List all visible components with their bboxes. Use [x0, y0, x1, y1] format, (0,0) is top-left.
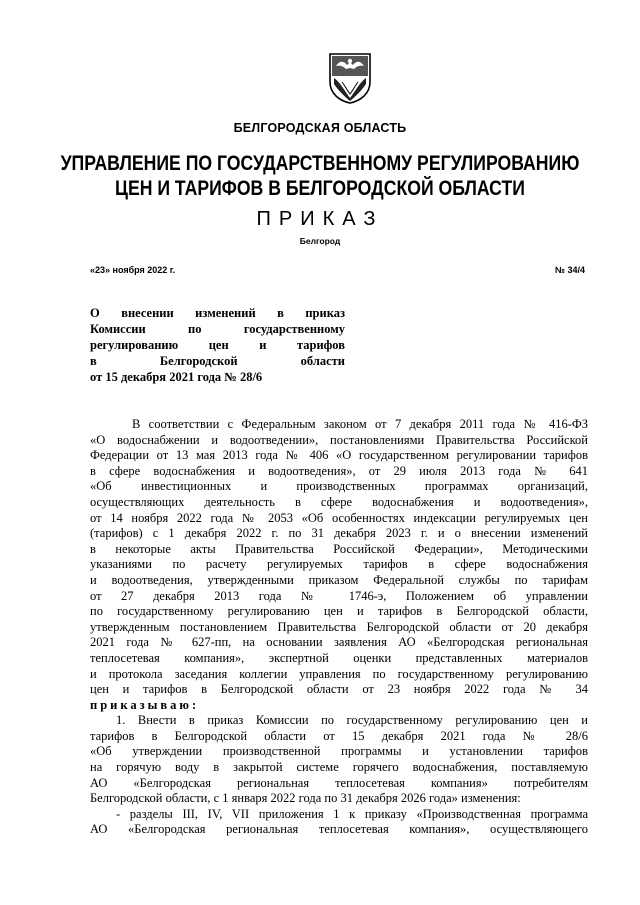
body-line: от 27 декабря 2013 года № 1746-э, Положением об управлении — [90, 588, 588, 603]
body-line: В соответствии с Федеральным законом от 7 декабря 2011 года № 416-ФЗ — [132, 417, 588, 431]
body-line: 1. Внести в приказ Комиссии по государственному регулированию цен и — [116, 713, 588, 728]
city-label: Белгород — [299, 236, 341, 246]
body-line: указаниями по расчету регулируемых тарифов в сфере водоснабжения — [90, 557, 588, 572]
body-line: - разделы III, IV, VII приложения 1 к приказу «Производственная программа — [116, 806, 588, 821]
order-body — [90, 417, 588, 838]
body-line: на горячую воду в закрытой системе горячего водоснабжения, поставляемую — [90, 760, 588, 775]
body-line: 2021 года № 627-пп, на основании заявления АО «Белгородская региональная — [90, 635, 588, 650]
body-line: и водоотведения, утвержденными приказом Федеральной службы по тарифам — [90, 572, 588, 587]
subject-line: О внесении изменений в приказ — [90, 306, 345, 320]
region-title: БЕЛГОРОДСКАЯ ОБЛАСТЬ — [233, 121, 407, 135]
document-type: ПРИКАЗ — [256, 208, 384, 230]
department-title-line-2: ЦЕН И ТАРИФОВ В БЕЛГОРОДСКОЙ ОБЛАСТИ — [115, 177, 525, 200]
body-line: АО «Белгородская региональная теплосетевая компания» потребителям — [90, 775, 588, 790]
body-line: в некоторые акты Правительства Российской Федерации», Методическими — [90, 541, 588, 556]
body-line: осуществляющих деятельность в сфере водоснабжения и водоотведения», — [90, 494, 588, 509]
order-subject — [90, 305, 345, 385]
department-title-line-1: УПРАВЛЕНИЕ ПО ГОСУДАРСТВЕННОМУ РЕГУЛИРОВАНИЮ — [60, 152, 580, 175]
body-line: от 14 ноября 2022 года № 2053 «Об особенностях индексации регулируемых цен — [90, 510, 588, 525]
body-line: АО «Белгородская региональная теплосетевая компания», осуществляющего — [90, 822, 588, 837]
body-line: теплосетевая компания», экспертной оценки представленных материалов — [90, 650, 588, 665]
order-number: № 34/4 — [554, 265, 585, 275]
order-date: «23» ноября 2022 г. — [90, 265, 176, 275]
coat-of-arms-icon — [328, 52, 372, 104]
body-line: «Об инвестиционных и производственных программах организаций, — [90, 479, 588, 494]
body-line: «Об утверждении производственной программы и установлении тарифов — [90, 744, 588, 759]
body-line: и протокола заседания коллегии управления по государственному регулированию — [90, 666, 588, 681]
body-line: цен и тарифов в Белгородской области от 23 ноября 2022 года № 34 — [90, 682, 588, 697]
subject-line: Комиссии по государственному — [90, 322, 345, 336]
body-line: (тарифов) с 1 декабря 2022 г. по 31 декабря 2023 г. и о внесении изменений — [90, 526, 588, 541]
subject-line: регулированию цен и тарифов — [90, 338, 345, 352]
body-line: тарифов в Белгородской области от 15 декабря 2021 года № 28/6 — [90, 728, 588, 743]
directive-word: приказываю: — [90, 697, 200, 712]
body-line: в сфере водоснабжения и водоотведения», от 29 июля 2013 года № 641 — [90, 463, 588, 478]
body-line: «О водоснабжении и водоотведении», постановлениями Правительства Российской — [90, 432, 588, 447]
body-line: Белгородской области, с 1 января 2022 года по 31 декабря 2026 года» изменения: — [90, 791, 521, 806]
body-line: по государственному регулированию цен и тарифов в Белгородской области, — [90, 604, 588, 619]
subject-line: в Белгородской области — [90, 354, 345, 368]
body-line: утвержденным постановлением Правительства Белгородской области от 20 декабря — [90, 619, 588, 634]
body-line: Федерации от 13 мая 2013 года № 406 «О государственном регулировании тарифов — [90, 448, 588, 463]
subject-line: от 15 декабря 2021 года № 28/6 — [90, 370, 263, 384]
